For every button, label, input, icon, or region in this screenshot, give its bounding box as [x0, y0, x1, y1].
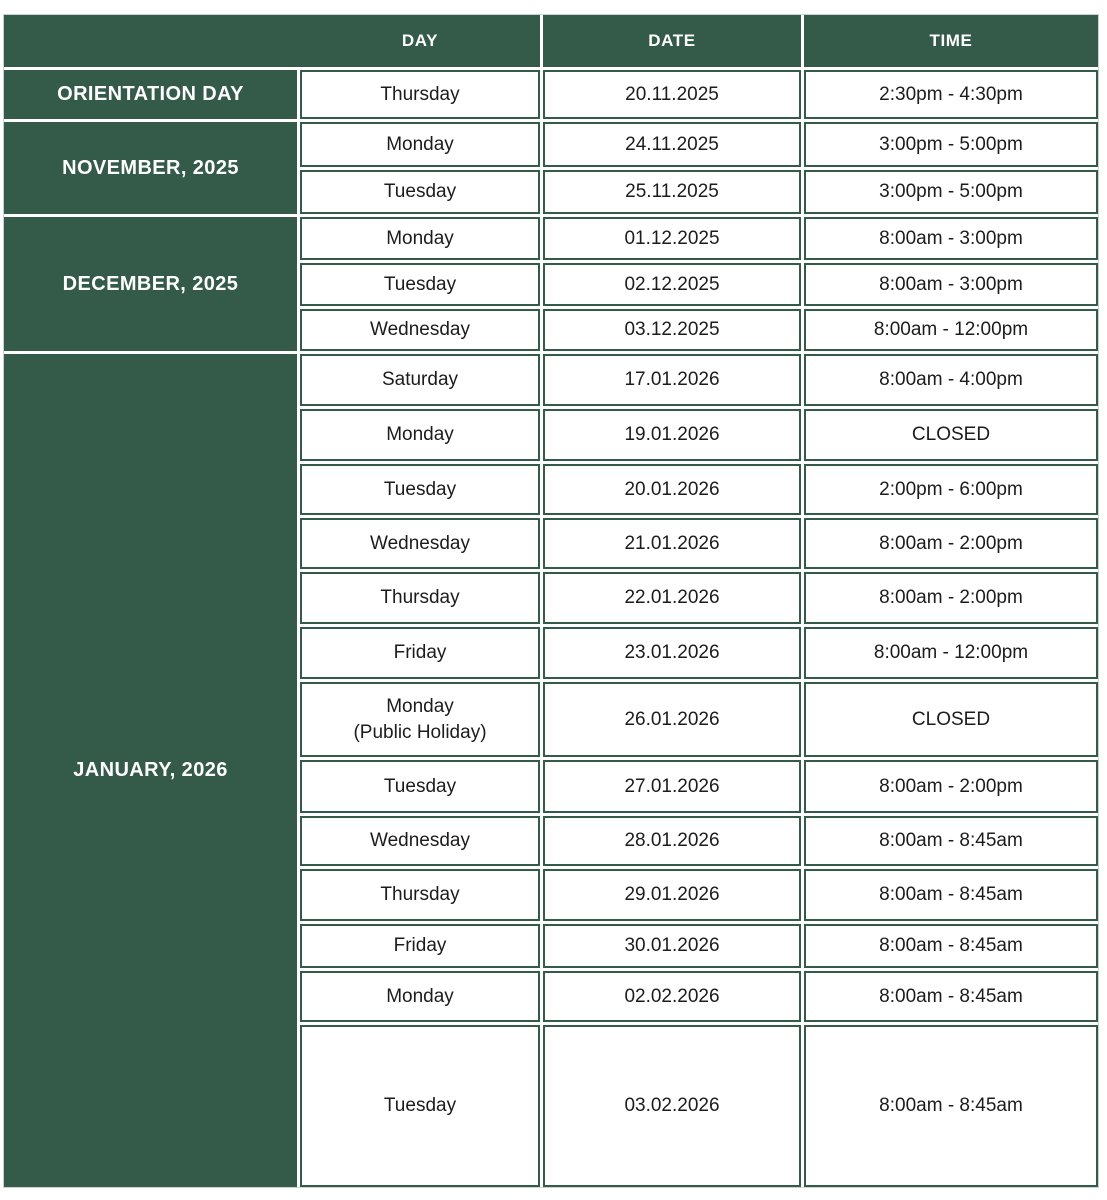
header-cell-day: DAY: [401, 31, 439, 50]
date-cell: 29.01.2026: [543, 869, 801, 921]
day-cell: Tuesday: [300, 464, 540, 515]
time-cell: 8:00am - 2:00pm: [804, 572, 1098, 624]
day-cell: Thursday: [300, 869, 540, 921]
header-cell-time: TIME: [801, 15, 1098, 67]
date-cell: 25.11.2025: [543, 170, 801, 214]
schedule-table: [4, 15, 1098, 1187]
day-cell: Wednesday: [300, 518, 540, 569]
day-cell: Monday: [300, 971, 540, 1022]
date-cell: 20.01.2026: [543, 464, 801, 515]
section-label: NOVEMBER, 2025: [4, 122, 297, 214]
day-cell: Friday: [300, 924, 540, 968]
time-cell: 8:00am - 12:00pm: [804, 309, 1098, 351]
date-cell: 03.12.2025: [543, 309, 801, 351]
time-cell: 8:00am - 3:00pm: [804, 217, 1098, 260]
date-cell: 30.01.2026: [543, 924, 801, 968]
date-cell: 01.12.2025: [543, 217, 801, 260]
time-cell: 8:00am - 8:45am: [804, 816, 1098, 866]
day-cell: Tuesday: [300, 263, 540, 306]
date-cell: 24.11.2025: [543, 122, 801, 167]
date-cell: 28.01.2026: [543, 816, 801, 866]
day-cell: Tuesday: [300, 170, 540, 214]
time-cell: 8:00am - 8:45am: [804, 971, 1098, 1022]
header-cell-date: DATE: [540, 15, 801, 67]
day-cell: Tuesday: [300, 760, 540, 813]
day-cell: Wednesday: [300, 309, 540, 351]
day-cell: Thursday: [300, 572, 540, 624]
day-cell: [300, 682, 540, 757]
header-cell-empty: [4, 15, 300, 67]
date-cell: 20.11.2025: [543, 70, 801, 119]
day-cell: Monday: [300, 409, 540, 461]
time-cell: 8:00am - 2:00pm: [804, 760, 1098, 813]
day-cell: Monday: [300, 217, 540, 260]
date-cell: 23.01.2026: [543, 627, 801, 679]
time-cell: 8:00am - 8:45am: [804, 1025, 1098, 1187]
day-cell: Tuesday: [300, 1025, 540, 1187]
time-cell: 3:00pm - 5:00pm: [804, 122, 1098, 167]
time-cell: 8:00am - 2:00pm: [804, 518, 1098, 569]
section-label: DECEMBER, 2025: [4, 217, 297, 351]
date-cell: 19.01.2026: [543, 409, 801, 461]
day-text: Monday: [386, 695, 454, 717]
day-cell: Thursday: [300, 70, 540, 119]
time-cell: 2:00pm - 6:00pm: [804, 464, 1098, 515]
time-cell: 3:00pm - 5:00pm: [804, 170, 1098, 214]
schedule-grid: [4, 70, 1098, 1187]
time-cell: CLOSED: [804, 409, 1098, 461]
time-cell: 8:00am - 8:45am: [804, 869, 1098, 921]
day-cell: Friday: [300, 627, 540, 679]
day-cell: Wednesday: [300, 816, 540, 866]
date-cell: 02.02.2026: [543, 971, 801, 1022]
time-cell: 8:00am - 12:00pm: [804, 627, 1098, 679]
date-cell: 27.01.2026: [543, 760, 801, 813]
date-cell: 03.02.2026: [543, 1025, 801, 1187]
time-cell: 8:00am - 8:45am: [804, 924, 1098, 968]
date-cell: 21.01.2026: [543, 518, 801, 569]
section-label: JANUARY, 2026: [4, 354, 297, 1187]
time-cell: 8:00am - 3:00pm: [804, 263, 1098, 306]
date-cell: 22.01.2026: [543, 572, 801, 624]
date-cell: 17.01.2026: [543, 354, 801, 406]
time-cell: 8:00am - 4:00pm: [804, 354, 1098, 406]
time-cell: CLOSED: [804, 682, 1098, 757]
table-header: [4, 15, 1098, 67]
day-cell: Saturday: [300, 354, 540, 406]
date-cell: 26.01.2026: [543, 682, 801, 757]
day-note-text: (Public Holiday): [353, 721, 487, 743]
time-cell: 2:30pm - 4:30pm: [804, 70, 1098, 119]
day-cell: Monday: [300, 122, 540, 167]
section-label: ORIENTATION DAY: [4, 70, 297, 119]
date-cell: 02.12.2025: [543, 263, 801, 306]
